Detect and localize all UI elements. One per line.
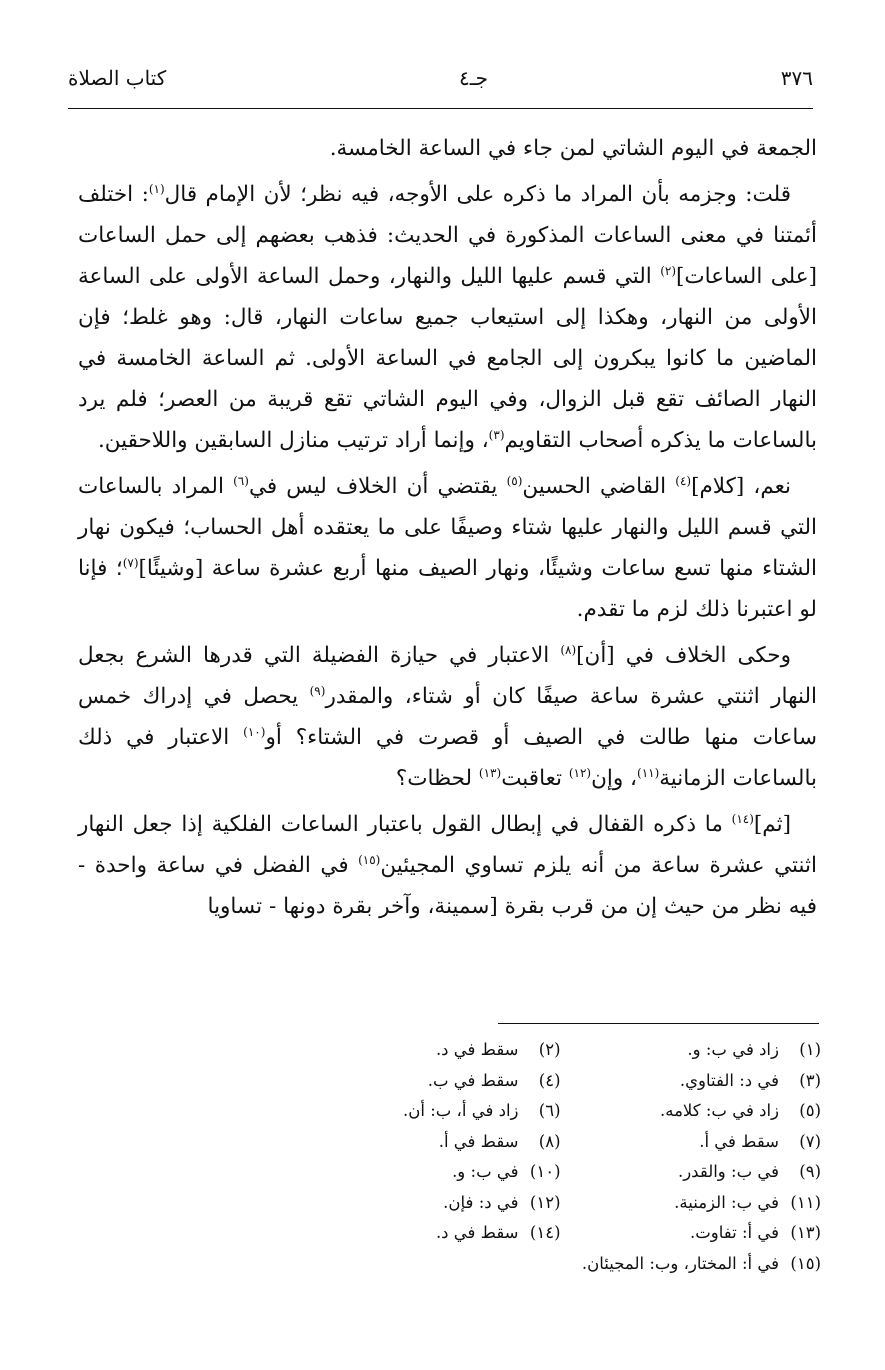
footnote-row (300, 1127, 821, 1158)
footnote (561, 1035, 822, 1066)
paragraph-text: ، وإن (591, 766, 637, 791)
footnote (561, 1218, 822, 1249)
footnote (300, 1035, 561, 1066)
paragraph-text: يحصل في إدراك خمس ساعات منها طالت في الصيف أو قصرت في الشتاء؟ أو (78, 684, 817, 750)
footnote-number: (١٣) (790, 1223, 821, 1242)
footnote-number: (٩) (799, 1162, 821, 1181)
paragraph-text: المراد بالساعات التي قسم الليل والنهار عليها شتاء وصيفًا على ما يعتقده أهل الحساب؛ فيكون نهار الشتاء منها تسع ساعات وشيئًا، ونهار الصيف منها أربع عشرة ساعة [وشيئًا] (78, 474, 817, 581)
paragraph-text: ؛ فإنا لو اعتبرنا ذلك لزم ما تقدم. (78, 556, 817, 622)
footnote-number: (١١) (790, 1192, 821, 1212)
paragraph-text: نعم، [كلام] (691, 474, 792, 499)
paragraph-5 (78, 804, 817, 927)
footnote-text: سقط في د. (435, 1040, 519, 1059)
footnote-number: (٨) (538, 1131, 561, 1151)
footnote-number: (١٥) (790, 1253, 821, 1273)
footnote-text: سقط في ب. (427, 1070, 519, 1090)
footnote-number: (١٤) (529, 1223, 561, 1242)
footnote-ref[interactable]: (١٥) (358, 852, 381, 867)
footnote-ref[interactable]: (٢) (660, 263, 677, 278)
footnote (561, 1066, 822, 1097)
footnote-number: (١) (799, 1040, 821, 1059)
footnote-number: (١٠) (529, 1162, 561, 1181)
footnote-number: (٧) (799, 1131, 821, 1151)
footnote-row (300, 1035, 821, 1066)
footnote-text: في د: فإن. (443, 1192, 519, 1212)
footnote-text: في د: الفتاوي. (679, 1070, 779, 1090)
footnote-ref[interactable]: (٩) (309, 683, 326, 698)
footnote-ref[interactable]: (٧) (122, 555, 139, 570)
footnote-number: (٥) (799, 1101, 821, 1120)
footnote-ref[interactable]: (٥) (506, 473, 523, 488)
footnote-row (300, 1096, 821, 1127)
footnote-row (300, 1188, 821, 1219)
footnote (300, 1218, 561, 1249)
paragraph-text: الاعتبار في حيازة الفضيلة التي قدرها الشرع بجعل النهار اثنتي عشرة ساعة صيفًا كان أو شتاء، والمقدر (78, 643, 817, 709)
footnote-text: سقط في أ. (699, 1131, 779, 1151)
footnote-ref[interactable]: (٣) (488, 427, 505, 442)
paragraph-3 (78, 466, 817, 630)
footnote-ref[interactable]: (١) (148, 181, 165, 196)
footnote-number: (٦) (538, 1101, 561, 1120)
footnote-ref[interactable]: (١١) (637, 765, 660, 780)
footnote-text: في أ: تفاوت. (690, 1223, 779, 1242)
footnote-empty (300, 1249, 561, 1280)
paragraph-4 (78, 635, 817, 799)
paragraph-text: القاضي الحسين (522, 474, 676, 499)
paragraph-text: لحظات؟ (395, 766, 479, 791)
footnote-ref[interactable]: (٦) (233, 473, 249, 488)
paragraph-text: يقتضي أن الخلاف ليس في (248, 474, 507, 499)
footnote-ref[interactable]: (١٣) (478, 765, 502, 780)
paragraph-text: الاعتبار في ذلك بالساعات الزمانية (78, 725, 817, 791)
footnote-ref[interactable]: (٨) (560, 642, 577, 657)
footnote (300, 1066, 561, 1097)
footnote (300, 1188, 561, 1219)
paragraph-text: قلت: وجزمه بأن المراد ما ذكره على الأوجه، فيه نظر؛ لأن الإمام قال (164, 182, 792, 207)
footnote-row (300, 1218, 821, 1249)
footnote-ref[interactable]: (١٢) (568, 765, 592, 780)
footnote-ref[interactable]: (١٤) (731, 811, 754, 826)
footnote-text: زاد في ب: كلامه. (660, 1101, 779, 1120)
footnote-text: زاد في ب: و. (687, 1040, 779, 1059)
paragraph-text: التي قسم عليها الليل والنهار، وحمل الساعة الأولى على الساعة الأولى من النهار، وهكذا إلى استيعاب جميع ساعات النهار، قال: وهو غلط؛ فإن الماضين ما كانوا يبكرون إلى الجامع في الساعة الأولى. ثم الساعة الخامسة في النهار الصائف تقع قبل الزوال، وفي اليوم الشاتي تقع قريبة من العصر؛ فلم يرد بالساعات ما يذكره أصحاب التقاويم (78, 264, 817, 453)
footnote-text: سقط في د. (435, 1223, 519, 1242)
paragraph-text: وحكى الخلاف في [أن] (576, 643, 791, 668)
main-text (78, 128, 817, 932)
paragraph-text: : اختلف أئمتنا في معنى الساعات المذكورة في الحديث: فذهب بعضهم إلى حمل الساعات [على الساعات] (78, 182, 817, 289)
paragraph-text: [ثم] (753, 812, 791, 837)
footnote-ref[interactable]: (٤) (675, 473, 692, 488)
footnote-text: في ب: و. (452, 1162, 519, 1181)
page-number: ٣٧٦ (780, 66, 813, 90)
footnote (300, 1096, 561, 1127)
paragraph-2 (78, 174, 817, 461)
footnote-text: سقط في أ. (438, 1131, 519, 1151)
footnote-row (300, 1157, 821, 1188)
footnote (561, 1249, 822, 1280)
footnote (561, 1157, 822, 1188)
footnote-text: في ب: والقدر. (677, 1162, 779, 1181)
footnote-text: في ب: الزمنية. (674, 1192, 779, 1212)
paragraph-text: ما ذكره القفال في إبطال القول باعتبار الساعات الفلكية إذا جعل النهار اثنتي عشرة ساعة من أنه يلزم تساوي المجيئين (78, 812, 817, 878)
paragraph-text: ، وإنما أراد ترتيب منازل السابقين واللاحقين. (97, 428, 489, 453)
footnote-divider (498, 1023, 819, 1024)
volume-label: جـ٤ (459, 66, 488, 90)
footnote (561, 1188, 822, 1219)
footnote (300, 1157, 561, 1188)
footnote-text: زاد في أ، ب: أن. (403, 1101, 519, 1120)
footnotes (300, 1035, 821, 1279)
footnote-ref[interactable]: (١٠) (243, 724, 266, 739)
footnote-number: (٣) (799, 1070, 821, 1090)
footnote-number: (٤) (538, 1070, 561, 1090)
footnote (561, 1127, 822, 1158)
footnote (300, 1127, 561, 1158)
book-title: كتاب الصلاة (68, 66, 167, 90)
footnote-row (300, 1066, 821, 1097)
footnote-row (300, 1249, 821, 1280)
page-header (68, 58, 813, 98)
footnote (561, 1096, 822, 1127)
footnote-number: (٢) (538, 1040, 561, 1059)
paragraph-text: تعاقبت (501, 766, 569, 791)
footnote-number: (١٢) (529, 1192, 561, 1212)
header-divider (68, 108, 813, 109)
paragraph-1 (78, 128, 817, 169)
paragraph-1-text: الجمعة في اليوم الشاتي لمن جاء في الساعة الخامسة. (329, 136, 817, 161)
footnote-text: في أ: المختار، وب: المجيئان. (581, 1253, 779, 1273)
paragraph-text: في الفضل في ساعة واحدة - فيه نظر من حيث إن من قرب بقرة [سمينة، وآخر بقرة دونها - تساويا (78, 853, 817, 919)
